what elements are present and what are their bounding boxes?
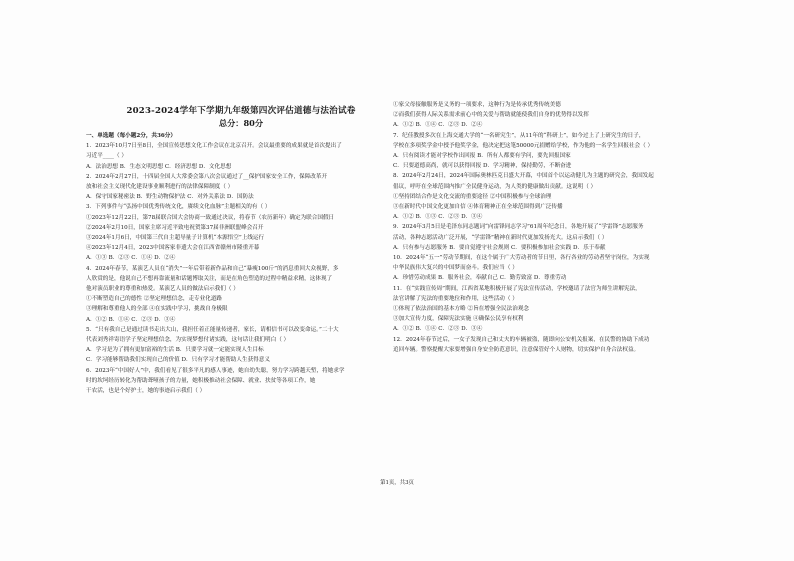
text-line: C．学习能够帮助我们实现自己的价值 D．只有学习才能帮助人生获得意义: [86, 357, 270, 364]
text-line: 放和社会主义现代化建设事业顺利进行的法律保障制度（ ）: [86, 184, 234, 191]
text-line: 追回车辆。警察提醒大家要增强自身安全防范意识，注意保管好个人财物，切实保护自身合法权益。: [393, 346, 640, 353]
text-line: 6．2023年“中国好人”中，我们看见了很多平凡的感人事迹，她自幼失聪，努力学习跨越天堑，将她求学: [86, 367, 345, 374]
text-line: ①体现了依法治国的基本方略 ②旨在增强全民法治观念: [393, 306, 530, 313]
text-line: 2．2024年2月27日，十四届全国人大常委会第八次会议通过了__保护国家安全工作，保障改革开: [86, 173, 328, 180]
text-line: ③加大宣传力度，保障宪法实施 ④确保公民享有权利: [393, 316, 524, 323]
left-column: [86, 100, 391, 396]
exam-total-score: 总分：80分: [218, 118, 264, 128]
text-line: 人欣赏的是，他说自己不想再靠流量和话题博取关注，而是在角色塑造的过程中精益求精，这体现了: [86, 275, 333, 282]
text-line: ③2024年1月6日，中国第三代自主超导量子计算机“本源悟空”上线运行: [86, 235, 265, 242]
text-line: 干农活，也是个好护士，她的事迹启示我们（ ）: [86, 388, 206, 395]
text-line: A．学习是为了拥有更加富裕的生活 B．只要学习就一定能实现人生目标: [86, 347, 264, 354]
exam-title: 2023-2024学年下学期九年级第四次评估道德与法治试卷: [126, 106, 356, 116]
text-line: 10．2024年“五一”劳动节期间，在这个属于广大劳动者的节日里，各行各业的劳动者坚守岗位，为实现: [393, 255, 650, 262]
text-line: 3．下列事件与“弘扬中国优秀传统文化，赓续文化血脉”主题相关的有（ ）: [86, 204, 271, 211]
text-line: ①2023年12月22日，第78届联合国大会协商一致通过决议，将春节（农历新年）确定为联合国假日: [86, 214, 335, 221]
text-line: ③在新时代中国文化更加自信 ④体育精神正在全球范围得到广泛传播: [393, 204, 563, 211]
text-line: ②2024年2月10日，国家主席习近平致电祝贺第37届非洲联盟峰会召开: [86, 224, 264, 231]
text-line: 11．在“实践宣传周”期间，江西省某地积极开展了宪法宣传活动，学校邀请了法官为师生讲解宪法，: [393, 285, 641, 292]
text-line: 中华民族伟大复兴的中国梦而奋斗。我们应当（ ）: [393, 265, 518, 272]
text-line: 7．纪佳教授多次在上海交通大学的“一名研究生”，从11年的“科研上”，如今过上了上研究生的日子，: [393, 132, 645, 139]
text-line: A．只有参与志愿服务 B．要自觉遵守社会规则 C．要积极参加社会实践 D．乐于奉献: [393, 244, 606, 251]
right-column: [393, 100, 713, 355]
text-line: ④2023年12月4日，2023中国客家非遗大会在江西省赣州市隆重开幕: [86, 245, 260, 252]
text-line: 8．2024年2月24日，2024年国际奥林匹克日盛大开幕，中国首个以运动健儿为主题的研究会，我国发起: [393, 173, 654, 180]
text-line: A．①③ B．②③ C．①④ D．②④: [86, 255, 176, 262]
text-line: ③理解和尊重他人的全部 ④在实践中学习，挑战自身极限: [86, 306, 228, 313]
text-line: A．保守国家秘密法 B．野生动物保护法 C．对外关系法 D．国防法: [86, 194, 254, 201]
text-line: 1．2023年10月7日至8日，全国宣传思想文化工作会议在北京召开。会议最重要的成果就是首次提出了: [86, 143, 342, 150]
text-line: A．只有阅读才能对学校作出回报 B．所有人都要有学问，要先回报国家: [393, 153, 571, 160]
text-line: A．①② B．①④ C．②③ D．③④: [393, 326, 483, 333]
text-line: ①不断塑造自己的德性 ②坚定理想信念，走专业化道路: [86, 296, 223, 303]
text-line: 活动，各种志愿活动广泛开展，“学雷锋”精神在新时代更加发扬光大。这启示我们（ ）: [393, 234, 608, 241]
text-line: 5．“只有我自己是通过读书走出大山，我担任着正能量传递者，家长，请相信书可以改变命运。”二十大: [86, 326, 339, 333]
text-line: 12．2024年春节过后，一女子发现自己和丈夫的车辆被盗，随即向公安机关报案，在民警的协助下成功: [393, 336, 650, 343]
text-line: A．①② B．①④ C．②③ D．③④: [86, 316, 176, 323]
text-line: 时的坎坷经历转化为帮助聋哑孩子的力量，她积极推动社会保障、就业、扶贫等各项工作，她: [86, 377, 316, 384]
page-number: 第1页，共3页: [380, 480, 414, 486]
text-line: A．①② B．①④ C．②③ D．②④: [393, 122, 483, 129]
text-line: 习近平____（ ）: [86, 153, 127, 160]
text-line: A．①② B．①③ C．②③ D．③④: [393, 214, 483, 221]
text-line: ①家父母接触服务是义务的一项要求，这种行为是传承优秀传统美德: [393, 102, 561, 108]
text-line: 一、单选题（每小题2分，共36分）: [86, 133, 176, 139]
text-line: 法官讲解了宪法的重要地位和作用，这些活动（ ）: [393, 295, 518, 302]
text-line: ①坚持团结合作是文化交流的重要途径 ②中国积极参与全球治理: [393, 193, 552, 200]
text-line: A．法治思想 B．生态文明思想 C．经济思想 D．文化思想: [86, 163, 232, 170]
text-line: 9．2024年3月5日是毛泽东同志题词“向雷锋同志学习”61周年纪念日，各地开展了“学雷锋”志愿服务: [393, 224, 644, 231]
text-line: 他对演员职业的尊重和热爱。某演艺人员的做法启示我们（ ）: [86, 286, 239, 293]
text-line: ②而我们获得人际关系需求前心中的关爱与帮助就能使我们自身的优势得以发挥: [393, 112, 589, 119]
text-line: C．只要道德高尚，就可以获得回报 D．学习精神，保持勤劳，不断奋进: [393, 163, 572, 170]
text-line: 代表刘秀祥寄语学子坚定理想信念，为实现梦想付诸实践，这句话让我们明白（ ）: [86, 337, 290, 344]
text-line: 学校在多项奖学金中授予他奖学金，他决定把这笔50000元捐赠给学校，作为他的一名学生回报社会（ ）: [393, 142, 654, 149]
text-line: 4．2024年春节，某演艺人员在“消失”一年后带着新作品和自己“暴瘦100斤”的消息重回大众视野，多: [86, 265, 339, 272]
text-line: A．珍惜劳动成果 B．服务社会，奉献自己 C．勤劳致富 D．尊重劳动: [393, 275, 567, 282]
text-line: 倡议，呼吁在全球范围内推广全民健身运动，为人类的健康做出贡献。这说明（ ）: [393, 183, 597, 190]
